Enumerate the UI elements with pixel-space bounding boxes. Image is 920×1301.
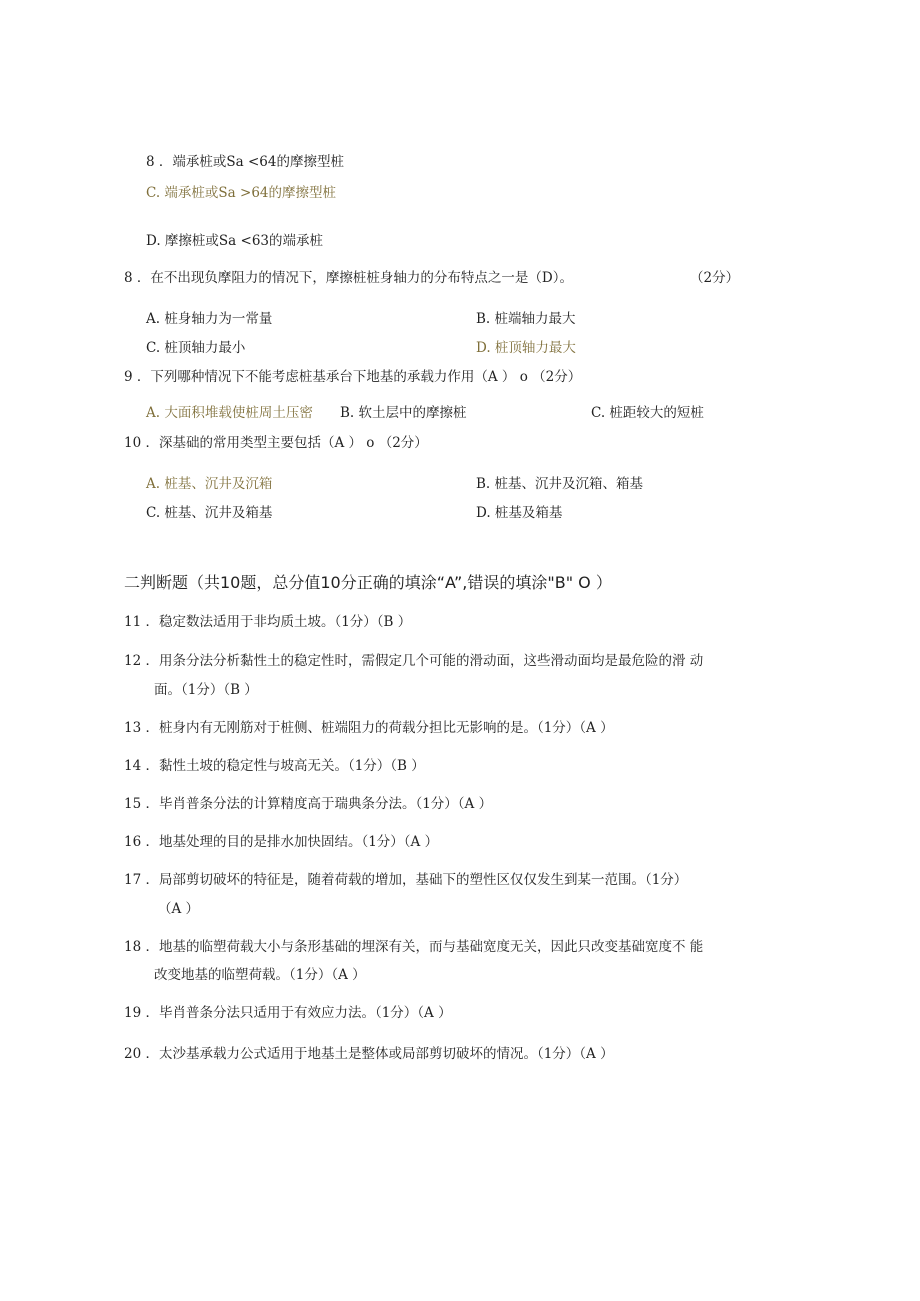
q9-option-a: A. 大面积堆载使桩周土压密 bbox=[146, 405, 313, 421]
q14: 14 ．黏性土坡的稳定性与坡高无关。（1分）（B ） bbox=[124, 758, 425, 774]
q18-line-2: 改变地基的临塑荷载。（1分）（A ） bbox=[154, 967, 366, 983]
section-heading-true-false: 二判断题（共10题，总分值10分正确的填涂“A”,错误的填涂"B" O ） bbox=[124, 573, 612, 592]
q10-option-a: A. 桩基、沉井及沉箱 bbox=[146, 476, 273, 492]
q12-line-1: 12 ．用条分法分析黏性土的稳定性时，需假定几个可能的滑动面，这些滑动面均是最危险的滑 动 bbox=[124, 653, 704, 669]
q18-line-1: 18 ．地基的临塑荷载大小与条形基础的埋深有关，而与基础宽度无关，因此只改变基础宽度不 能 bbox=[124, 939, 704, 955]
q8b-option-a: A. 桩身轴力为一常量 bbox=[146, 311, 273, 327]
q16: 16 ．地基处理的目的是排水加快固结。（1分）（A ） bbox=[124, 834, 439, 850]
q12-line-2: 面。（1分）（B ） bbox=[154, 682, 258, 698]
q13: 13 ．桩身内有无刚筋对于桩侧、桩端阻力的荷载分担比无影响的是。（1分）（A ） bbox=[124, 720, 614, 736]
q8b-stem: 8 ．在不出现负摩阻力的情况下，摩擦桩桩身轴力的分布特点之一是（D）。 bbox=[124, 270, 573, 286]
q8a-option-c: C. 端承桩或Sa >64的摩擦型桩 bbox=[146, 185, 337, 201]
q11: 11 ．稳定数法适用于非均质土坡。（1分）（B ） bbox=[124, 614, 412, 630]
q8b-option-c: C. 桩顶轴力最小 bbox=[146, 340, 246, 356]
q8b-option-d: D. 桩顶轴力最大 bbox=[476, 340, 576, 356]
q8a-option-d: D. 摩擦桩或Sa <63的端承桩 bbox=[146, 233, 324, 249]
q10-option-c: C. 桩基、沉井及箱基 bbox=[146, 505, 273, 521]
q10-option-b: B. 桩基、沉井及沉箱、箱基 bbox=[476, 476, 644, 492]
q9-option-b: B. 软土层中的摩擦桩 bbox=[340, 405, 467, 421]
q8a-option-b: 8 ．端承桩或Sa <64的摩擦型桩 bbox=[146, 154, 344, 170]
q10-option-d: D. 桩基及箱基 bbox=[476, 505, 563, 521]
q9-stem: 9 ．下列哪种情况下不能考虑桩基承台下地基的承载力作用（A ） o （2分） bbox=[124, 369, 582, 385]
q19: 19 ．毕肖普条分法只适用于有效应力法。（1分）（A ） bbox=[124, 1005, 452, 1021]
q17-line-1: 17 ．局部剪切破坏的特征是，随着荷载的增加，基础下的塑性区仅仅发生到某一范围。（1分） bbox=[124, 872, 688, 888]
q9-option-c: C. 桩距较大的短桩 bbox=[591, 405, 704, 421]
q8b-score: （2分） bbox=[690, 270, 740, 286]
q8b-option-b: B. 桩端轴力最大 bbox=[476, 311, 576, 327]
q15: 15 ．毕肖普条分法的计算精度高于瑞典条分法。（1分）（A ） bbox=[124, 796, 493, 812]
q10-stem: 10 ．深基础的常用类型主要包括（A ） o （2分） bbox=[124, 435, 428, 451]
q17-line-2: （A ） bbox=[158, 901, 200, 917]
q20: 20 ．太沙基承载力公式适用于地基土是整体或局部剪切破坏的情况。（1分）（A ） bbox=[124, 1046, 614, 1062]
